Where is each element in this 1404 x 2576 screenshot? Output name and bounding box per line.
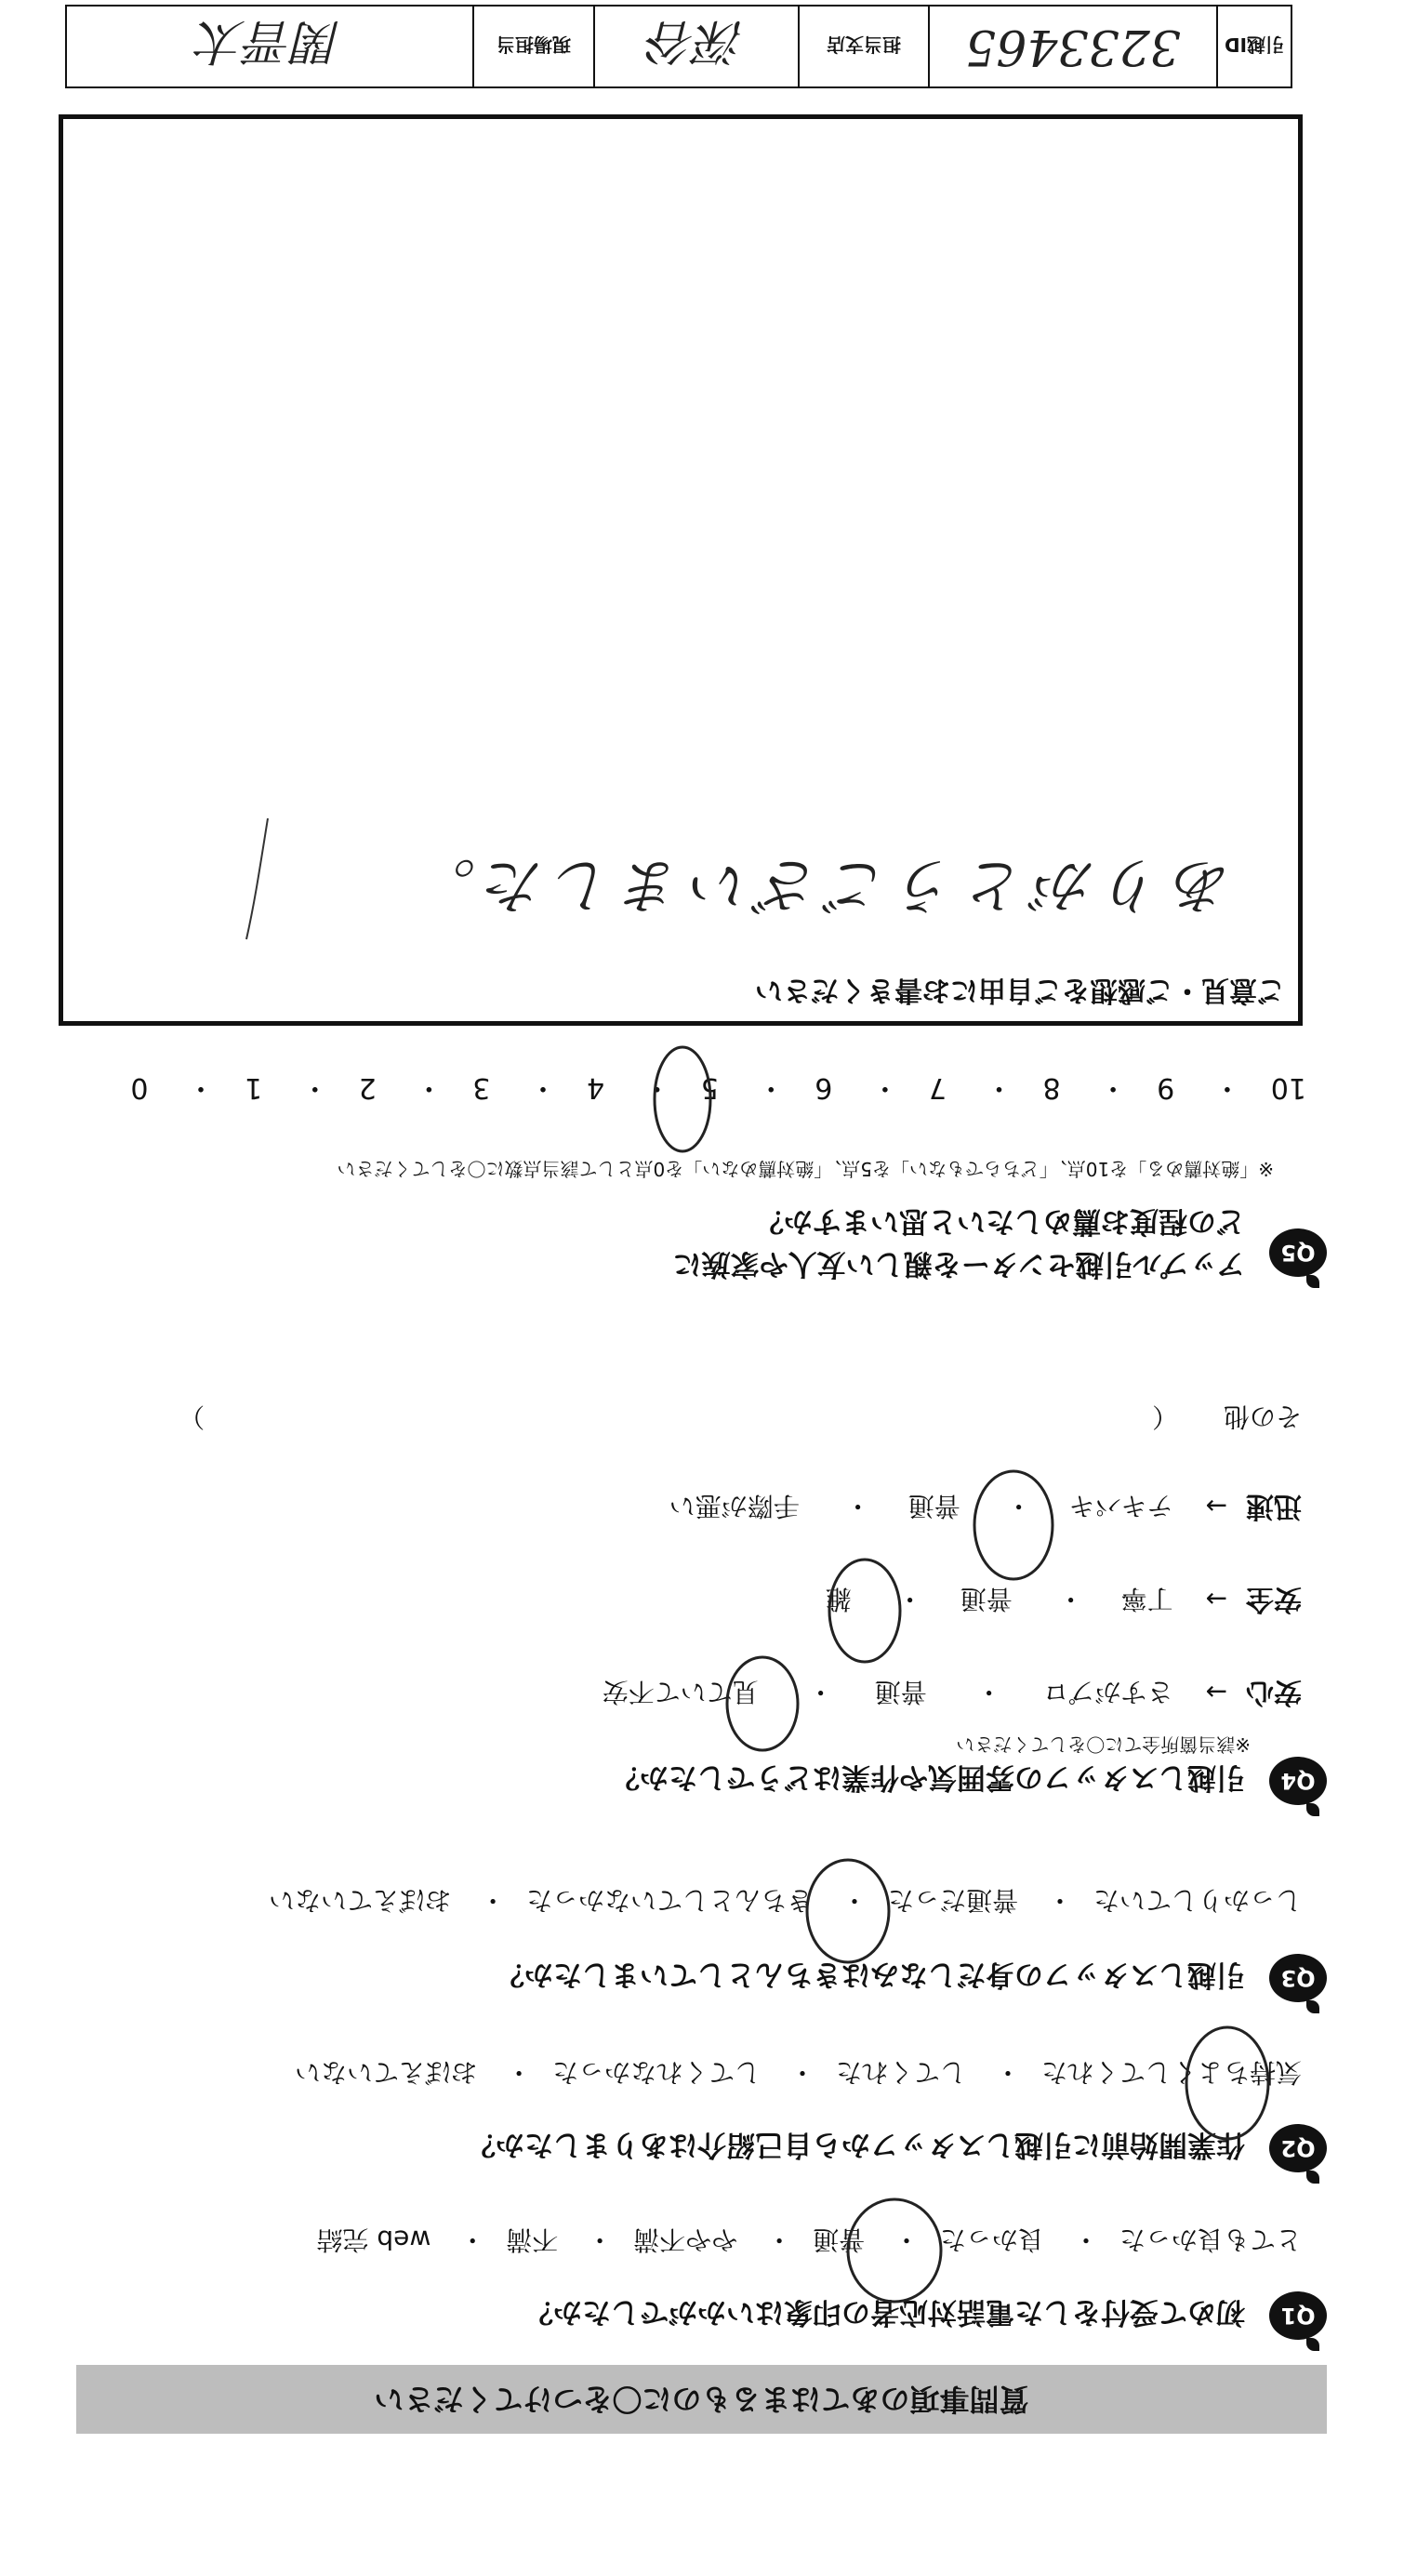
q3-options: しっかりしていた・ 普通だった・ きちんとしていなかった・ おぼえていない bbox=[269, 1883, 1302, 1920]
q5-text-line2: どの程度お薦めしたいと思いますか？ bbox=[755, 1204, 1245, 1238]
q4-option[interactable]: 見ていて不安 bbox=[602, 1677, 759, 1707]
scale-option[interactable]: 8 bbox=[1042, 1071, 1061, 1104]
q1-option[interactable]: 良かった bbox=[940, 2224, 1045, 2255]
arrow-right-icon: → bbox=[1205, 1491, 1227, 1521]
q1-badge: Q1 bbox=[1269, 2291, 1327, 2340]
q1-option[interactable]: 普通 bbox=[813, 2224, 866, 2255]
q4-row-anshin: 安心→ さすがプロ・ 普通・ 見ていて不安 bbox=[603, 1675, 1302, 1716]
arrow-right-icon: → bbox=[1205, 1584, 1227, 1614]
q4-option[interactable]: 雑 bbox=[825, 1584, 852, 1614]
q4-option[interactable]: さすがプロ bbox=[1042, 1677, 1173, 1707]
scale-option[interactable]: 2 bbox=[358, 1071, 377, 1104]
scale-option[interactable]: 5 bbox=[700, 1071, 719, 1104]
q4-row-anzen: 安全→ 丁寧・ 普通・ 雑 bbox=[826, 1582, 1302, 1623]
scale-option[interactable]: 10 bbox=[1270, 1071, 1306, 1104]
comment-title: ご意見・ご感想をご自由にお書きください bbox=[755, 974, 1285, 1006]
selection-circle-q1 bbox=[848, 2199, 941, 2302]
q2-badge: Q2 bbox=[1269, 2124, 1327, 2172]
q4-option[interactable]: 普通 bbox=[907, 1491, 960, 1521]
leader-label: 現場担当 bbox=[497, 33, 571, 57]
q3-option[interactable]: 普通だった bbox=[888, 1885, 1019, 1916]
q3-option[interactable]: きちんとしていなかった bbox=[526, 1885, 814, 1916]
handwritten-comment: ありがとうございました。 bbox=[407, 850, 1233, 919]
selection-circle-q3 bbox=[807, 1860, 889, 1962]
scale-option[interactable]: 0 bbox=[130, 1071, 149, 1104]
q3-option[interactable]: おぼえていない bbox=[269, 1885, 452, 1916]
q4-other-close: ） bbox=[179, 1401, 205, 1432]
q4-row-label: 安心 bbox=[1246, 1676, 1302, 1708]
selection-circle-q2 bbox=[1186, 2027, 1268, 2139]
q4-other-label: その他 bbox=[1223, 1401, 1302, 1432]
selection-circle-q5 bbox=[655, 1047, 710, 1151]
q1-options: とても良かった・ 良かった・ 普通・ やや不満・ 不満・ web 完結 bbox=[317, 2223, 1303, 2260]
q4-text: 引越しスタッフの雰囲気や作業はどうでしたか？ bbox=[611, 1760, 1245, 1795]
leader-value: 関晋太 bbox=[197, 13, 343, 70]
pen-stroke bbox=[246, 818, 268, 939]
id-value: 3233465 bbox=[965, 19, 1181, 74]
selection-circle-q4-jinsoku bbox=[974, 1471, 1053, 1579]
q4-option[interactable]: 手際が悪い bbox=[669, 1491, 800, 1521]
q1-option[interactable]: web 完結 bbox=[316, 2224, 431, 2255]
scale-option[interactable]: 4 bbox=[586, 1071, 605, 1104]
q1-option[interactable]: とても良かった bbox=[1119, 2224, 1302, 2255]
id-label: 引越ID bbox=[1224, 33, 1285, 57]
selection-circle-q4-anshin bbox=[727, 1657, 798, 1750]
scale-option[interactable]: 7 bbox=[928, 1071, 947, 1104]
q4-option[interactable]: テキパキ bbox=[1068, 1491, 1173, 1521]
scale-option[interactable]: 3 bbox=[472, 1071, 491, 1104]
scale-option[interactable]: 6 bbox=[815, 1071, 833, 1104]
q4-option[interactable]: 普通 bbox=[960, 1584, 1013, 1614]
branch-value: 深谷 bbox=[648, 13, 746, 70]
q2-options: 気持ちよくしてくれた・ してくれた・ してくれなかった・ おぼえていない bbox=[295, 2055, 1302, 2092]
q1-option[interactable]: やや不満 bbox=[633, 2224, 738, 2255]
q1-text: 初めて受付をした電話対応者の印象はいかがでしたか？ bbox=[524, 2295, 1245, 2330]
branch-label: 担当支店 bbox=[827, 33, 901, 57]
q3-text: 引越しスタッフの身だしなみはきちんとしていましたか？ bbox=[496, 1958, 1245, 1992]
q4-option[interactable]: 丁寧 bbox=[1120, 1584, 1173, 1614]
q5-text-line1: アップル引越センターを親しい友人や家族に bbox=[672, 1247, 1245, 1281]
q4-option[interactable]: 普通 bbox=[874, 1677, 927, 1707]
q2-option[interactable]: してくれた bbox=[836, 2057, 967, 2088]
q3-badge: Q3 bbox=[1269, 1954, 1327, 2002]
q5-scale: 10・ 9・ 8・ 7・ 6・ 5・ 4・ 3・ 2・ 1・ 0 bbox=[130, 1071, 1306, 1104]
q2-option[interactable]: してくれなかった bbox=[552, 2057, 762, 2088]
q4-row-label: 安全 bbox=[1246, 1583, 1302, 1615]
q4-note: ※該当箇所全てに〇をしてください bbox=[956, 1733, 1251, 1756]
q4-row-label: 迅速 bbox=[1246, 1490, 1302, 1522]
q2-text: 作業開始前に引越しスタッフから自己紹介はありましたか？ bbox=[467, 2128, 1245, 2162]
q2-option[interactable]: 気持ちよくしてくれた bbox=[1040, 2057, 1302, 2088]
q1-option[interactable]: 不満 bbox=[506, 2224, 559, 2255]
scale-option[interactable]: 9 bbox=[1157, 1071, 1175, 1104]
q2-option[interactable]: おぼえていない bbox=[295, 2057, 478, 2088]
q5-badge: Q5 bbox=[1269, 1228, 1327, 1277]
q3-option[interactable]: しっかりしていた bbox=[1093, 1885, 1302, 1916]
q4-row-jinsoku: 迅速→ テキパキ・ 普通・ 手際が悪い bbox=[669, 1489, 1302, 1530]
q5-note: ※「絶対薦める」を10点、「どちらでもない」を5点、「絶対薦めない」を0点として該当点数に〇をしてください bbox=[337, 1158, 1274, 1180]
q4-other-open: （ bbox=[1152, 1401, 1179, 1432]
instruction-header: 質問事項のあてはまるものに〇をつけてください bbox=[76, 2365, 1327, 2434]
arrow-right-icon: → bbox=[1205, 1677, 1227, 1707]
selection-circle-q4-anzen bbox=[829, 1560, 900, 1662]
scale-option[interactable]: 1 bbox=[245, 1071, 263, 1104]
q4-badge: Q4 bbox=[1269, 1757, 1327, 1805]
